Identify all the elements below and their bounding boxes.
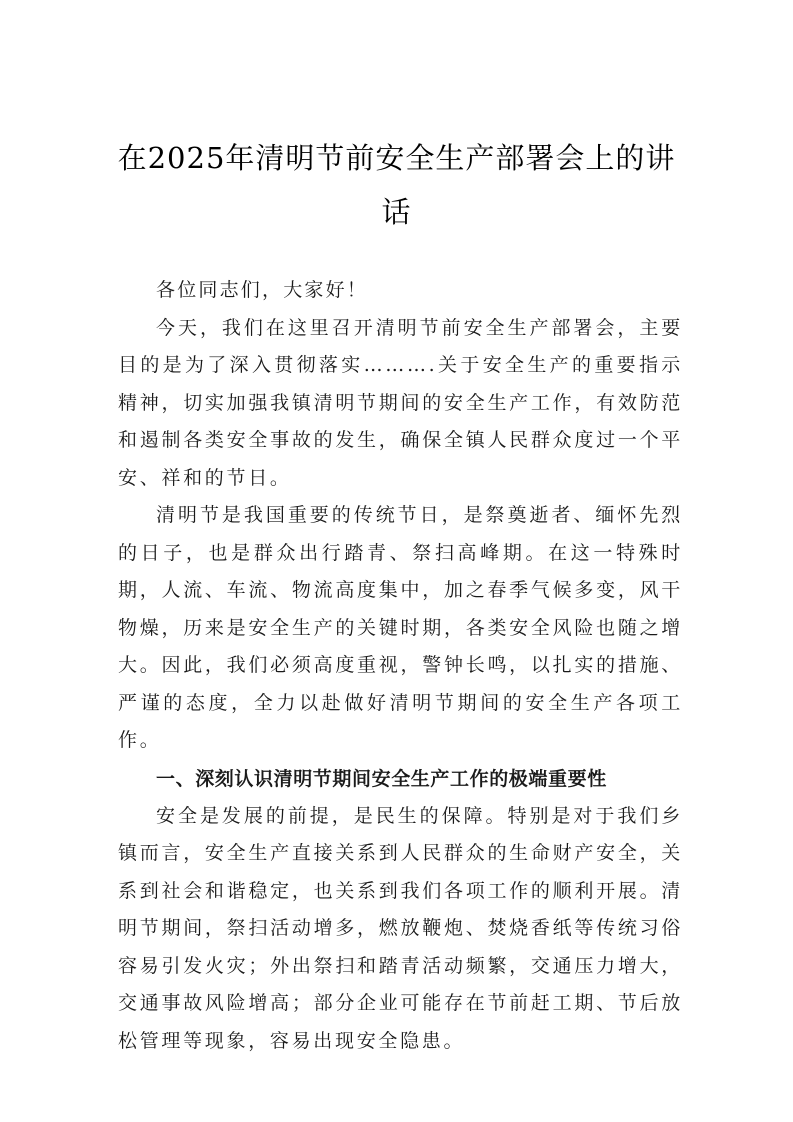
section-paragraph: 安全是发展的前提，是民生的保障。特别是对于我们乡镇而言，安全生产直接关系到人民群众的生命财产安全，关系到社会和谐稳定，也关系到我们各项工作的顺利开展。清明节期间，祭扫活动增多，燃放鞭炮、焚烧香纸等传统习俗容易引发火灾；外出祭扫和踏青活动频繁，交通压力增大，交通事故风险增高；部分企业可能存在节前赶工期、节后放松管理等现象，容易出现安全隐患。	[118, 804, 683, 1052]
intro-paragraph: 今天，我们在这里召开清明节前安全生产部署会，主要目的是为了深入贯彻落实……….关于安全生产的重要指示精神，切实加强我镇清明节期间的安全生产工作，有效防范和遏制各类安全事故的发生，确保全镇人民群众度过一个平安、祥和的节日。	[118, 316, 683, 489]
section-heading: 一、深刻认识清明节期间安全生产工作的极端重要性	[156, 767, 607, 790]
greeting-paragraph: 各位同志们，大家好！	[156, 279, 369, 301]
intro-paragraph: 清明节是我国重要的传统节日，是祭奠逝者、缅怀先烈的日子，也是群众出行踏青、祭扫高峰期。在这一特殊时期，人流、车流、物流高度集中，加之春季气候多变，风干物燥，历来是安全生产的关键时期，各类安全风险也随之增大。因此，我们必须高度重视，警钟长鸣，以扎实的措施、严谨的态度，全力以赴做好清明节期间的安全生产各项工作。	[118, 504, 683, 751]
document-title-line2: 话	[381, 195, 412, 229]
document-title-line1: 在2025年清明节前安全生产部署会上的讲	[117, 141, 676, 175]
document-body	[118, 272, 683, 1060]
